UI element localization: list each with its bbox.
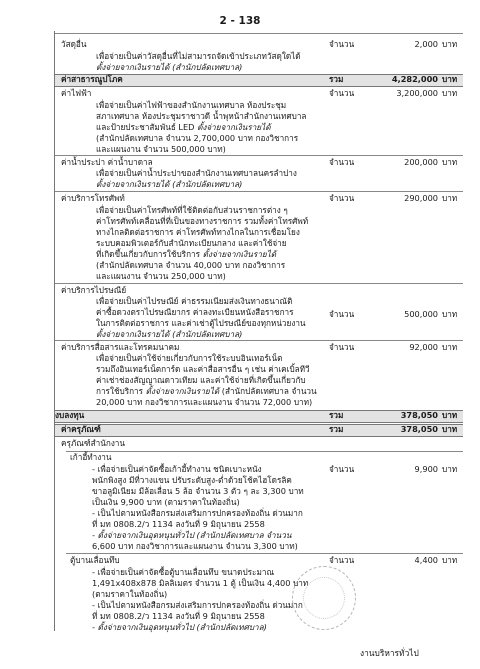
electricity-desc-3 xyxy=(96,122,271,133)
water-unit: บาท xyxy=(442,157,458,167)
chair-amount: 9,900 xyxy=(414,464,438,474)
electricity-desc-2: สภาเทศบาล ห้องประชุมราชาวดี น้ำพุหน้าสำนักงานเทศบาล xyxy=(96,111,307,121)
chair-desc-1: - เพื่อจ่ายเป็นค่าจัดซื้อเก้าอี้ทำงาน ชนิดเบาะหนัง xyxy=(92,464,262,474)
water-desc: เพื่อจ่ายเป็นค่าน้ำประปาของสำนักงานเทศบาลนครลำปาง xyxy=(96,168,297,178)
materials-title: วัสดุอื่น xyxy=(61,39,87,49)
electricity-desc-4: (สำนักปลัดเทศบาล จำนวน 2,700,000 บาท กองวิชาการ xyxy=(96,133,299,143)
telephone-desc-5 xyxy=(96,249,276,260)
utilities-unit: บาท xyxy=(442,74,458,84)
cabinet-desc-5: ที่ มท 0808.2/ว 1134 ลงวันที่ 9 มิถุนายน 2558 xyxy=(92,611,265,621)
telephone-desc-5-text: ที่เกิดขึ้นเกี่ยวกับการใช้บริการ xyxy=(96,249,203,259)
postal-desc-2: ค่าซื้อดวงตราไปรษณียากร ค่าลงทะเบียนหนังสือราชการ xyxy=(96,307,294,317)
postal-label: จำนวน xyxy=(329,309,355,319)
chair-desc-2: พนักพิงสูง มีที่วางแขน ปรับระดับสูง-ต่ำด้วยโช้คไฮโดรลิค xyxy=(92,475,292,485)
postal-unit: บาท xyxy=(442,309,458,319)
row-divider xyxy=(55,191,463,192)
electricity-amount: 3,200,000 xyxy=(396,88,438,98)
cabinet-amount: 4,400 xyxy=(414,555,438,565)
telecom-desc-4 xyxy=(96,386,317,397)
row-divider xyxy=(55,33,463,34)
electricity-desc-3-text: และป้ายประชาสัมพันธ์ LED xyxy=(96,122,198,132)
telephone-budget-source: ตั้งจ่ายจากเงินรายได้ xyxy=(202,249,277,259)
electricity-label: จำนวน xyxy=(329,88,355,98)
water-amount: 200,000 xyxy=(404,157,438,167)
cabinet-desc-2: 1,491x408x878 มิลลิเมตร จำนวน 1 ตู้ เป็นเงิน 4,400 บาท xyxy=(92,578,309,588)
row-divider xyxy=(55,283,463,284)
row-divider xyxy=(55,340,463,341)
chair-note-1: - ตั้งจ่ายจากเงินอุดหนุนทั่วไป (สำนักปลัดเทศบาล จำนวน xyxy=(92,530,292,540)
equipment-title: ค่าครุภัณฑ์ xyxy=(61,424,101,434)
telephone-label: จำนวน xyxy=(329,193,355,203)
telecom-unit: บาท xyxy=(442,342,458,352)
telecom-desc-4-text: การใช้บริการ xyxy=(96,386,146,396)
utilities-title: ค่าสาธารณูปโภค xyxy=(61,74,123,84)
telecom-desc-4-suffix: (สำนักปลัดเทศบาล จำนวน xyxy=(219,386,317,396)
cabinet-title: ตู้บานเลื่อนทึบ xyxy=(70,555,120,565)
electricity-desc-5: และแผนงาน จำนวน 500,000 บาท) xyxy=(96,144,226,154)
water-label: จำนวน xyxy=(329,157,355,167)
postal-desc-1: เพื่อจ่ายเป็นค่าไปรษณีย์ ค่าธรรมเนียมส่งเงินทางธนาณัติ xyxy=(96,296,293,306)
telecom-desc-1: เพื่อจ่ายเป็นค่าใช้จ่ายเกี่ยวกับการใช้ระบบอินเทอร์เน็ต xyxy=(96,353,283,363)
footer-unit: งานบริหารทั่วไป xyxy=(360,648,419,658)
chair-desc-3: ขาอลูมิเนียม มีล้อเลื่อน 5 ล้อ จำนวน 3 ตัว ๆ ละ 3,300 บาท xyxy=(92,486,304,496)
cabinet-note: - ตั้งจ่ายจากเงินอุดหนุนทั่วไป (สำนักปลัดเทศบาล) xyxy=(92,622,267,632)
chair-title: เก้าอี้ทำงาน xyxy=(70,452,112,462)
cabinet-desc-4: - เป็นไปตามหนังสือกรมส่งเสริมการปกครองท้องถิ่น ด่วนมาก xyxy=(92,600,303,610)
postal-desc-3: ในการติดต่อราชการ และค่าเช่าตู้ไปรษณีย์ของทุกหน่วยงาน xyxy=(96,318,306,328)
electricity-desc-1: เพื่อจ่ายเป็นค่าไฟฟ้าของสำนักงานเทศบาล ห้องประชุม xyxy=(96,100,287,110)
equipment-amount: 378,050 xyxy=(400,424,438,434)
materials-label: จำนวน xyxy=(329,39,355,49)
postal-note: ตั้งจ่ายจากเงินรายได้ (สำนักปลัดเทศบาล) xyxy=(96,329,243,339)
utilities-amount: 4,282,000 xyxy=(391,74,438,84)
materials-unit: บาท xyxy=(442,39,458,49)
investment-label: รวม xyxy=(329,410,344,420)
chair-desc-6: ที่ มท 0808.2/ว 1134 ลงวันที่ 9 มิถุนายน 2558 xyxy=(92,519,265,529)
cabinet-unit: บาท xyxy=(442,555,458,565)
office-equipment-title: ครุภัณฑ์สำนักงาน xyxy=(61,438,126,448)
row-divider xyxy=(55,155,463,156)
postal-title: ค่าบริการไปรษณีย์ xyxy=(61,285,127,295)
telephone-title: ค่าบริการโทรศัพท์ xyxy=(61,193,125,203)
cabinet-desc-1: - เพื่อจ่ายเป็นค่าจัดซื้อตู้บานเลื่อนทึบ ขนาดประมาณ xyxy=(92,567,275,577)
investment-amount: 378,050 xyxy=(400,410,438,420)
telephone-amount: 290,000 xyxy=(404,193,438,203)
water-note: ตั้งจ่ายจากเงินรายได้ (สำนักปลัดเทศบาล) xyxy=(96,179,243,189)
chair-desc-4: เป็นเงิน 9,900 บาท (ตามราคาในท้องถิ่น) xyxy=(92,497,240,507)
telephone-unit: บาท xyxy=(442,193,458,203)
telecom-amount: 92,000 xyxy=(409,342,438,352)
electricity-budget-source: ตั้งจ่ายจากเงินรายได้ xyxy=(197,122,271,132)
row-divider xyxy=(66,553,463,554)
telephone-desc-4: ระบบคอมพิวเตอร์กับสำนักทะเบียนกลาง และค่าใช้จ่าย xyxy=(96,238,287,248)
row-divider xyxy=(66,451,463,452)
chair-unit: บาท xyxy=(442,464,458,474)
telecom-desc-3: ค่าเช่าช่องสัญญาณดาวเทียม และค่าใช้จ่ายที่เกิดขึ้นเกี่ยวกับ xyxy=(96,375,306,385)
telephone-desc-3: ทางไกลติดต่อราชการ ค่าโทรศัพท์ทางไกลในการเชื่อมโยง xyxy=(96,227,300,237)
chair-label: จำนวน xyxy=(329,464,355,474)
telephone-desc-2: ค่าโทรศัพท์เคลื่อนที่ที่เป็นของทางราชการ รวมทั้งค่าโทรศัพท์ xyxy=(96,216,309,226)
materials-desc: เพื่อจ่ายเป็นค่าวัสดุอื่นที่ไม่สามารถจัดเข้าประเภทวัสดุใดได้ xyxy=(96,51,301,61)
telecom-budget-source: ตั้งจ่ายจากเงินรายได้ xyxy=(145,386,220,396)
electricity-unit: บาท xyxy=(442,88,458,98)
cabinet-label: จำนวน xyxy=(329,555,355,565)
equipment-unit: บาท xyxy=(442,424,458,434)
telephone-desc-1: เพื่อจ่ายเป็นค่าโทรศัพท์ที่ใช้ติดต่อกับส่วนราชการต่าง ๆ xyxy=(96,205,288,215)
page-number: 2 - 138 xyxy=(219,15,261,27)
utilities-label: รวม xyxy=(329,74,344,84)
telephone-desc-7: และแผนงาน จำนวน 250,000 บาท) xyxy=(96,271,226,281)
telecom-title: ค่าบริการสื่อสารและโทรคมนาคม xyxy=(61,342,180,352)
equipment-label: รวม xyxy=(329,424,344,434)
chair-desc-5: - เป็นไปตามหนังสือกรมส่งเสริมการปกครองท้องถิ่น ด่วนมาก xyxy=(92,508,303,518)
official-seal-icon xyxy=(292,566,356,630)
chair-note-2: 6,600 บาท กองวิชาการและแผนงาน จำนวน 3,300 บาท) xyxy=(92,541,298,551)
electricity-title: ค่าไฟฟ้า xyxy=(61,88,92,98)
materials-note: ตั้งจ่ายจากเงินรายได้ (สำนักปลัดเทศบาล) xyxy=(96,62,243,72)
investment-unit: บาท xyxy=(442,410,458,420)
table-left-border xyxy=(54,31,55,631)
telecom-desc-5: 20,000 บาท กองวิชาการและแผนงาน จำนวน 72,000 บาท) xyxy=(96,397,313,407)
postal-amount: 500,000 xyxy=(404,309,438,319)
materials-amount: 2,000 xyxy=(414,39,438,49)
cabinet-desc-3: (ตามราคาในท้องถิ่น) xyxy=(92,589,168,599)
investment-title: งบลงทุน xyxy=(55,410,85,420)
telecom-desc-2: รวมถึงอินเทอร์เน็ตการ์ด และค่าสื่อสารอื่น ๆ เช่น ค่าเคเบิ้ลทีวี xyxy=(96,364,310,374)
telecom-label: จำนวน xyxy=(329,342,355,352)
telephone-desc-6: (สำนักปลัดเทศบาล จำนวน 40,000 บาท กองวิชาการ xyxy=(96,260,286,270)
water-title: ค่าน้ำประปา ค่าน้ำบาดาล xyxy=(61,157,153,167)
